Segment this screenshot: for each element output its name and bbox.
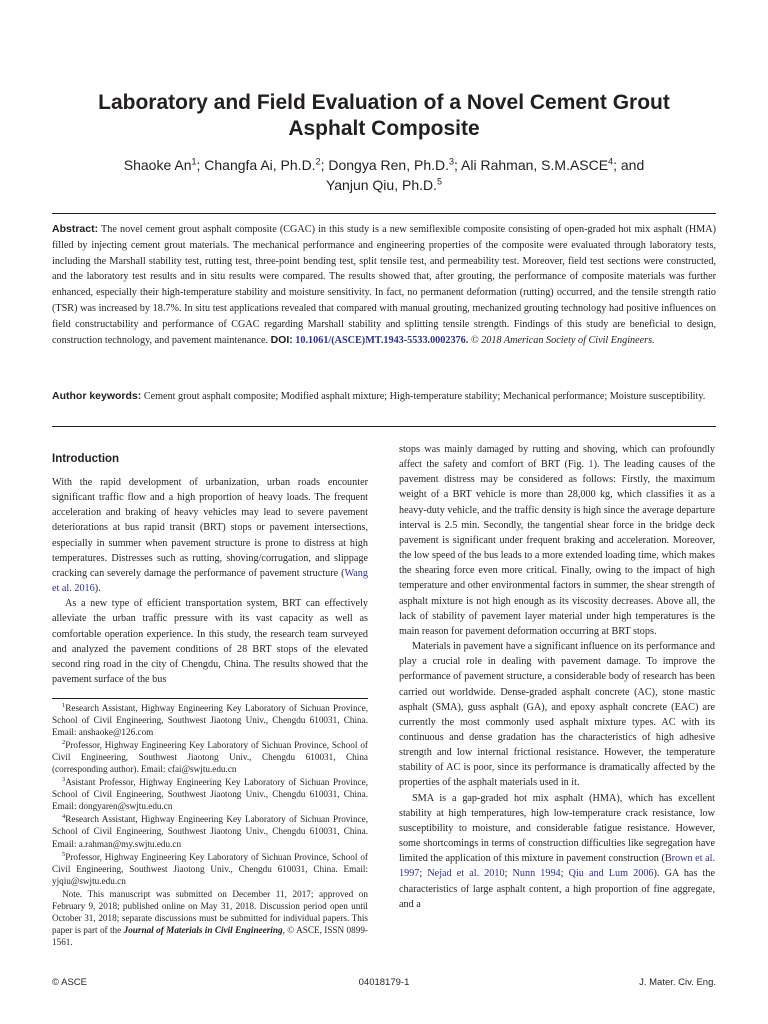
author-mark: 3 (449, 156, 455, 167)
author: Shaoke An (123, 157, 192, 173)
author: Ali Rahman, S.M.ASCE (461, 157, 609, 173)
footer-copyright: © ASCE (52, 977, 87, 988)
doi-label: DOI: (270, 333, 293, 346)
paragraph: With the rapid development of urbanization, urban roads encounter significant traffic flow and a high proportion of heavy loads. The frequent acceleration and braking of heavy vehicles may lead to severe pavement deteriorations at bus rapid transit (BRT) stops or pavement intersections, especially in summer when pavement structure is prone to distress at high temperatures. Distresses such as rutting, shoving/corrugation, and slippage cracking can severely damage the performance of pavement structure (Wang et al. 2016). (52, 477, 368, 595)
abstract-top-rule (52, 213, 716, 214)
author-keywords (52, 389, 716, 405)
paragraph: Materials in pavement have a significant influence on its performance and play a crucial role in dealing with pavement damage. To improve the performance of pavement structure, a considerable body of research has been carried out worldwide. Dense-graded asphalt concrete (AC), stone mastic asphalt (SMA), guss asphalt (GA), and epoxy asphalt concrete (EAC) are currently the most commonly used asphalt mixture types. AC with its continuous and dense gradation has the characteristics of high adhesive strength and low internal frictional resistance. However, the temperature stability of AC is poor, since its performance is dramatically affected by the properties of the asphalt materials used in it. (399, 641, 715, 789)
citation-link[interactable]: Nunn 1994 (512, 868, 561, 880)
paragraph: As a new type of efficient transportation system, BRT can effectively alleviate the urban traffic pressure with its vast capacity as well as comfortable operation experience. In this study, the research team surveyed and analyzed the pavement conditions of 28 BRT stops of the elevated second ring road in the city of Chengdu, China. The results showed that the pavement surface of the bus (52, 598, 368, 686)
author: Yanjun Qiu, Ph.D. (325, 177, 437, 193)
footnote: $^3$Asistant Professor, Highway Engineering Key Laboratory of Sichuan Province, School of Civil Engineering, Southwest Jiaotong Univ., Chengdu 610031, China. Email: dongyaren@swjtu.edu.cn (52, 776, 368, 812)
submission-note: Note. This manuscript was submitted on December 11, 2017; approved on February 9, 2018; published online on May 31, 2018. Discussion period open until October 31, 2018; separate discussions must be submitted for individual papers. This paper is part of the Journal of Materials in Civil Engineering, © ASCE, ISSN 0899-1561. (52, 888, 368, 947)
citation-link[interactable]: Wang et al. 2016 (52, 567, 368, 595)
keywords-text: Cement grout asphalt composite; Modified asphalt mixture; High-temperature stability; Mechanical performance; Moisture susceptibility. (143, 391, 706, 402)
author-list: Shaoke An$^1$; Changfa Ai, Ph.D.$^2$; Dongya Ren, Ph.D.$^3$; Ali Rahman, S.M.ASCE$^4$; and Yanjun Qiu, Ph.D.$^5$ (123, 156, 645, 193)
footer-page-id: 04018179-1 (358, 977, 410, 988)
journal-name: Journal of Materials in Civil Engineering (123, 924, 283, 935)
right-column (399, 442, 715, 912)
abstract-label: Abstract: (52, 223, 99, 235)
citation-link[interactable]: Qiu and Lum 2006 (568, 868, 654, 880)
footnote: $^2$Professor, Highway Engineering Key Laboratory of Sichuan Province, School of Civil Engineering, Southwest Jiaotong Univ., Chengdu 610031, China (corresponding author). Email: cfai@swjtu.edu.cn (52, 739, 368, 775)
author-mark: 5 (437, 176, 443, 187)
author: Dongya Ren, Ph.D. (328, 157, 449, 173)
citation-link[interactable]: Brown et al. 1997 (399, 853, 715, 880)
paragraph: SMA is a gap-graded hot mix asphalt (HMA), which has excellent stability at high temperatures, high low-temperature crack resistance, low susceptibility to moisture, and considerable fatigue resistance. However, some shortcomings in terms of construction difficulties like segregation have limited the application of this mixture in pavement construction (Brown et al. 1997; Nejad et al. 2010; Nunn 1994; Qiu and Lum 2006). GA has the characteristics of large asphalt content, a high proportion of fine aggregate, and a (399, 792, 715, 910)
section-heading-introduction: Introduction (52, 453, 120, 465)
footer-journal-abbrev: J. Mater. Civ. Eng. (639, 977, 716, 988)
keywords-label: Author keywords: (52, 390, 142, 402)
footnote: $^1$Research Assistant, Highway Engineering Key Laboratory of Sichuan Province, School of Civil Engineering, Southwest Jiaotong Univ., Chengdu 610031, China. Email: anshaoke@126.com (52, 701, 368, 738)
author-mark: 2 (315, 156, 321, 167)
author: Changfa Ai, Ph.D. (204, 157, 316, 173)
author-mark: 1 (191, 156, 197, 167)
footnote-rule (52, 698, 368, 699)
paragraph: stops was mainly damaged by rutting and shoving, which can profoundly affect the safety and comfort of BRT (Fig. 1). The leading causes of the pavement distress may be considered as follows: Firstly, the maximum weight of a BRT vehicle is more than 28,000 kg, which classifies it as a heavy-duty vehicle, and the traffic density is high since the average departure interval is 2.5 min. Secondly, the tangential shear force in the bridge deck pavement is significant under frequent braking and acceleration. Moreover, the low speed of the bus leads to a more extended loading time, which makes the shearing force even more critical. Finally, owing to the impact of high temperature and other environmental factors in summer, the shear strength of asphalt mixture is not high enough as its viscosity decreases. Above all, the lack of stability of pavement layer material under high temperatures is the main reason for pavement deformation occurring at BRT stops. (399, 444, 715, 637)
citation-link[interactable]: Nejad et al. 2010 (427, 868, 505, 880)
figure-link[interactable]: 1 (588, 459, 594, 471)
left-column (52, 475, 368, 687)
abstract-bottom-rule (52, 426, 716, 427)
footnote: $^5$Professor, Highway Engineering Key Laboratory of Sichuan Province, School of Civil Engineering, Southwest Jiaotong Univ., Chengdu 610031, China. Email: yjqiu@swjtu.edu.cn (52, 850, 368, 886)
footnotes (52, 702, 368, 949)
footnote: $^4$Research Assistant, Highway Engineering Key Laboratory of Sichuan Province, School of Civil Engineering, Southwest Jiaotong Univ., Chengdu 610031, China. Email: a.rahman@my.swjtu.edu.cn (52, 813, 368, 849)
abstract (52, 222, 716, 348)
abstract-text: The novel cement grout asphalt composite (CGAC) in this study is a new semiflexible composite consisting of open-graded hot mix asphalt (HMA) filled by injecting cement grout materials. The mechanical performance and engineering properties of the composite were evaluated through laboratory tests, including the Marshall stability test, rutting test, three-point bending test, split tensile test, and permeability test. Moreover, field test sections were constructed, and the laboratory test results and in situ results were compared. The results showed that, after grouting, the performance of composite materials was further enhanced, especially their high-temperature stability and moisture sensitivity. In fact, no permanent deformation (rutting) occurred, and the tensile strength ratio (TSR) was increased by 18.7%. In situ test applications revealed that compared with manual grouting, mechanized grouting technology had positive influences on field constructability and performance of CGAC regarding Marshall stability and splitting tensile strength. Findings of this study are beneficial to design, construction technology, and pavement maintenance. (52, 224, 716, 346)
author-mark: 4 (608, 156, 614, 167)
doi-link[interactable]: 10.1061/(ASCE)MT.1943-5533.0002376. (295, 334, 469, 346)
copyright-notice: © 2018 American Society of Civil Engineers. (470, 334, 655, 346)
paper-title: Laboratory and Field Evaluation of a Novel Cement Grout Asphalt Composite (98, 91, 670, 140)
